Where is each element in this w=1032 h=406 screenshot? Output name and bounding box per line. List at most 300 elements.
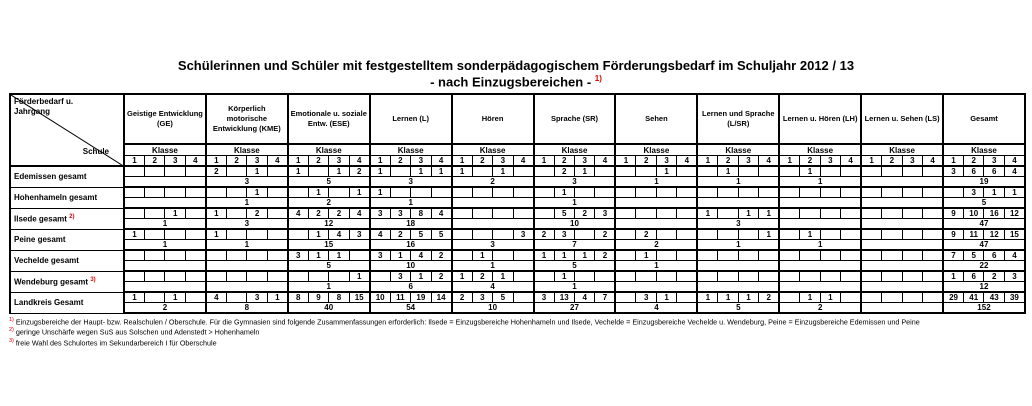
value-cell — [329, 271, 349, 282]
value-cell: 2 — [349, 166, 370, 177]
value-cell: 1 — [554, 187, 574, 198]
value-cell — [390, 166, 410, 177]
total-cell — [861, 282, 943, 293]
value-cell — [677, 229, 697, 240]
class-number: 1 — [697, 156, 717, 167]
value-cell: 3 — [472, 292, 492, 303]
value-cell: 4 — [1004, 250, 1024, 261]
total-cell: 47 — [943, 219, 1025, 230]
value-cell: 1 — [411, 166, 431, 177]
total-cell — [861, 261, 943, 272]
value-cell — [206, 250, 226, 261]
value-cell — [226, 166, 246, 177]
value-cell — [923, 208, 943, 219]
corner-label-bottom: Schule — [82, 147, 109, 156]
value-cell: 3 — [636, 292, 656, 303]
footnote — [9, 326, 1024, 336]
school-name — [10, 187, 124, 208]
total-cell: 1 — [697, 240, 779, 251]
value-cell — [185, 166, 205, 177]
total-cell: 15 — [288, 240, 370, 251]
group-header: Lernen und Sprache (L/SR) — [697, 94, 779, 144]
total-cell — [861, 219, 943, 230]
group-header: Sehen — [615, 94, 697, 144]
value-cell — [820, 166, 840, 177]
klasse-label: Klasse — [943, 144, 1025, 156]
value-cell: 10 — [370, 292, 390, 303]
footnote — [9, 337, 1024, 347]
value-cell — [452, 187, 472, 198]
value-cell — [493, 229, 513, 240]
value-cell: 1 — [308, 187, 328, 198]
value-cell — [349, 250, 370, 261]
value-cell — [759, 271, 779, 282]
value-cell — [165, 250, 185, 261]
value-cell: 1 — [984, 187, 1004, 198]
total-cell — [697, 198, 779, 209]
value-cell — [267, 187, 287, 198]
class-number: 3 — [411, 156, 431, 167]
class-number: 2 — [636, 156, 656, 167]
value-cell — [574, 229, 594, 240]
value-cell — [247, 250, 267, 261]
klasse-label: Klasse — [697, 144, 779, 156]
value-cell: 3 — [943, 166, 963, 177]
value-cell — [697, 250, 717, 261]
value-cell — [800, 208, 820, 219]
footnote-marker: 3) — [9, 337, 14, 344]
value-cell — [882, 292, 902, 303]
school-name — [10, 271, 124, 292]
corner-label-top: Förderbedarf u. Jahrgang — [14, 97, 74, 116]
value-cell: 1 — [308, 229, 328, 240]
value-cell — [513, 271, 534, 282]
school-name — [10, 166, 124, 187]
value-cell — [534, 271, 554, 282]
value-cell — [124, 166, 144, 177]
total-cell: 5 — [288, 261, 370, 272]
value-cell — [861, 187, 881, 198]
value-cell — [308, 271, 328, 282]
value-cell — [226, 208, 246, 219]
total-cell — [124, 198, 206, 209]
value-cell: 4 — [329, 229, 349, 240]
value-cell — [902, 187, 922, 198]
total-cell: 16 — [370, 240, 452, 251]
value-cell — [288, 187, 308, 198]
value-cell — [267, 250, 287, 261]
group-header: Lernen (L) — [370, 94, 452, 144]
value-cell — [534, 208, 554, 219]
value-cell — [185, 187, 205, 198]
value-cell: 1 — [574, 166, 594, 177]
value-cell: 2 — [431, 250, 452, 261]
value-cell — [370, 271, 390, 282]
class-number: 3 — [165, 156, 185, 167]
value-cell — [697, 271, 717, 282]
value-cell — [574, 187, 594, 198]
total-cell — [124, 282, 206, 293]
value-cell: 1 — [636, 250, 656, 261]
value-cell: 1 — [800, 166, 820, 177]
group-header: Gesamt — [943, 94, 1025, 144]
total-cell: 2 — [288, 198, 370, 209]
value-cell: 2 — [390, 229, 410, 240]
value-cell — [513, 208, 534, 219]
class-number: 1 — [615, 156, 635, 167]
value-cell — [513, 292, 534, 303]
value-cell: 1 — [452, 271, 472, 282]
value-cell — [267, 166, 287, 177]
value-cell: 1 — [718, 166, 738, 177]
value-cell — [779, 187, 799, 198]
value-cell — [718, 187, 738, 198]
class-number: 1 — [370, 156, 390, 167]
value-cell: 16 — [984, 208, 1004, 219]
total-cell: 1 — [288, 282, 370, 293]
total-cell: 5 — [534, 261, 616, 272]
value-cell — [124, 250, 144, 261]
school-name — [10, 292, 124, 313]
value-cell — [820, 250, 840, 261]
value-cell: 10 — [964, 208, 984, 219]
value-cell — [738, 271, 758, 282]
value-cell: 1 — [534, 250, 554, 261]
value-cell — [288, 229, 308, 240]
klasse-label: Klasse — [861, 144, 943, 156]
value-cell: 3 — [390, 271, 410, 282]
total-cell: 54 — [370, 303, 452, 314]
page-subtitle: - nach Einzugsbereichen - $^{1)}$ — [430, 74, 602, 90]
total-cell: 1 — [124, 240, 206, 251]
class-number: 4 — [923, 156, 943, 167]
value-cell — [472, 166, 492, 177]
total-cell: 40 — [288, 303, 370, 314]
total-cell: 3 — [206, 177, 288, 188]
value-cell — [656, 271, 676, 282]
value-cell: 11 — [964, 229, 984, 240]
total-cell: 18 — [370, 219, 452, 230]
value-cell — [779, 250, 799, 261]
value-cell — [206, 271, 226, 282]
class-number: 4 — [431, 156, 452, 167]
value-cell — [861, 250, 881, 261]
value-cell — [452, 208, 472, 219]
value-cell: 1 — [656, 292, 676, 303]
value-cell: 9 — [943, 229, 963, 240]
value-cell — [595, 166, 616, 177]
value-cell — [841, 208, 862, 219]
group-header: Lernen u. Sehen (LS) — [861, 94, 943, 144]
value-cell: 1 — [206, 208, 226, 219]
value-cell — [882, 229, 902, 240]
value-cell — [882, 208, 902, 219]
value-cell — [615, 271, 635, 282]
total-cell — [124, 177, 206, 188]
value-cell — [677, 271, 697, 282]
value-cell — [882, 271, 902, 282]
value-cell — [697, 166, 717, 177]
total-cell — [861, 177, 943, 188]
value-cell — [779, 271, 799, 282]
value-cell — [820, 208, 840, 219]
value-cell: 3 — [513, 229, 534, 240]
value-cell — [390, 187, 410, 198]
value-cell — [636, 166, 656, 177]
value-cell — [124, 208, 144, 219]
value-cell: 1 — [411, 271, 431, 282]
value-cell: 5 — [493, 292, 513, 303]
value-cell — [902, 166, 922, 177]
total-cell — [861, 240, 943, 251]
value-cell — [144, 250, 164, 261]
value-cell — [943, 187, 963, 198]
value-cell — [144, 229, 164, 240]
value-cell — [226, 292, 246, 303]
value-cell — [718, 229, 738, 240]
value-cell — [738, 229, 758, 240]
total-cell — [861, 198, 943, 209]
footnote-text: freie Wahl des Schulortes im Sekundarbereich I für Oberschule — [15, 338, 217, 348]
total-cell: 1 — [615, 177, 697, 188]
value-cell — [513, 187, 534, 198]
class-number: 3 — [656, 156, 676, 167]
school-name-text: Wendeburg gesamt — [14, 277, 89, 287]
total-cell: 3 — [534, 177, 616, 188]
value-cell: 2 — [308, 208, 328, 219]
total-cell: 1 — [124, 219, 206, 230]
class-number: 1 — [943, 156, 963, 167]
value-cell: 1 — [390, 250, 410, 261]
value-cell: 6 — [984, 166, 1004, 177]
value-cell — [144, 271, 164, 282]
total-cell: 3 — [206, 219, 288, 230]
total-cell: 8 — [206, 303, 288, 314]
value-cell: 5 — [411, 229, 431, 240]
value-cell — [534, 166, 554, 177]
value-cell — [513, 166, 534, 177]
klasse-label: Klasse — [288, 144, 370, 156]
class-number: 2 — [308, 156, 328, 167]
value-cell — [779, 208, 799, 219]
value-cell: 6 — [984, 250, 1004, 261]
value-cell: 3 — [390, 208, 410, 219]
value-cell — [861, 166, 881, 177]
class-number: 4 — [1004, 156, 1024, 167]
value-cell: 12 — [1004, 208, 1024, 219]
value-cell — [185, 250, 205, 261]
total-cell: 22 — [943, 261, 1025, 272]
footnotes — [9, 316, 1024, 347]
value-cell: 1 — [697, 208, 717, 219]
value-cell — [882, 166, 902, 177]
value-cell — [574, 271, 594, 282]
value-cell: 1 — [206, 229, 226, 240]
value-cell — [902, 271, 922, 282]
value-cell — [841, 250, 862, 261]
value-cell: 5 — [964, 250, 984, 261]
data-table — [9, 93, 1026, 314]
group-header: Emotionale u. soziale Entw. (ESE) — [288, 94, 370, 144]
value-cell — [615, 208, 635, 219]
class-number: 2 — [554, 156, 574, 167]
value-cell — [247, 229, 267, 240]
klasse-label: Klasse — [370, 144, 452, 156]
footnote-marker: 2) — [9, 327, 14, 334]
value-cell: 8 — [411, 208, 431, 219]
value-cell: 4 — [370, 229, 390, 240]
total-cell: 1 — [534, 198, 616, 209]
value-cell: 1 — [431, 166, 452, 177]
total-cell: 5 — [697, 303, 779, 314]
value-cell: 7 — [943, 250, 963, 261]
value-cell: 1 — [329, 250, 349, 261]
value-cell — [165, 166, 185, 177]
value-cell — [615, 229, 635, 240]
value-cell — [759, 166, 779, 177]
value-cell: 3 — [554, 229, 574, 240]
total-cell — [697, 261, 779, 272]
value-cell — [124, 271, 144, 282]
class-number: 2 — [390, 156, 410, 167]
value-cell — [206, 187, 226, 198]
class-number: 3 — [902, 156, 922, 167]
value-cell — [226, 271, 246, 282]
total-cell: 27 — [534, 303, 616, 314]
total-cell: 1 — [534, 282, 616, 293]
value-cell: 1 — [738, 208, 758, 219]
value-cell: 1 — [329, 166, 349, 177]
total-cell — [452, 198, 534, 209]
value-cell — [656, 208, 676, 219]
class-number: 2 — [226, 156, 246, 167]
value-cell — [124, 187, 144, 198]
class-number: 2 — [964, 156, 984, 167]
value-cell: 9 — [308, 292, 328, 303]
klasse-label: Klasse — [615, 144, 697, 156]
value-cell: 39 — [1004, 292, 1024, 303]
total-cell — [697, 282, 779, 293]
total-cell — [206, 261, 288, 272]
value-cell — [226, 187, 246, 198]
value-cell: 1 — [943, 271, 963, 282]
value-cell — [595, 187, 616, 198]
value-cell — [861, 271, 881, 282]
value-cell: 41 — [964, 292, 984, 303]
value-cell: 1 — [738, 292, 758, 303]
total-cell: 2 — [452, 177, 534, 188]
value-cell — [636, 208, 656, 219]
value-cell: 3 — [370, 208, 390, 219]
total-cell: 3 — [452, 240, 534, 251]
class-number: 3 — [738, 156, 758, 167]
total-cell: 1 — [370, 198, 452, 209]
value-cell: 3 — [595, 208, 616, 219]
school-name-text: Vechelde gesamt — [14, 256, 79, 265]
value-cell: 4 — [411, 250, 431, 261]
value-cell: 6 — [964, 271, 984, 282]
value-cell: 5 — [554, 208, 574, 219]
total-cell: 6 — [370, 282, 452, 293]
class-number: 1 — [779, 156, 799, 167]
value-cell — [493, 250, 513, 261]
value-cell — [595, 271, 616, 282]
value-cell — [513, 250, 534, 261]
class-number: 2 — [472, 156, 492, 167]
value-cell: 8 — [288, 292, 308, 303]
value-cell — [534, 187, 554, 198]
value-cell — [902, 292, 922, 303]
class-number: 4 — [349, 156, 370, 167]
value-cell: 3 — [370, 250, 390, 261]
value-cell: 1 — [554, 250, 574, 261]
value-cell: 8 — [329, 292, 349, 303]
value-cell: 1 — [718, 292, 738, 303]
value-cell — [493, 208, 513, 219]
class-number: 1 — [206, 156, 226, 167]
value-cell: 1 — [165, 208, 185, 219]
value-cell: 1 — [349, 271, 370, 282]
value-cell — [247, 271, 267, 282]
value-cell: 11 — [390, 292, 410, 303]
value-cell — [902, 208, 922, 219]
school-name — [10, 208, 124, 229]
value-cell — [226, 250, 246, 261]
value-cell — [185, 229, 205, 240]
value-cell — [431, 187, 452, 198]
value-cell — [738, 187, 758, 198]
value-cell — [615, 166, 635, 177]
total-cell — [779, 261, 861, 272]
value-cell — [472, 187, 492, 198]
value-cell: 3 — [534, 292, 554, 303]
group-header: Hören — [452, 94, 534, 144]
class-number: 1 — [288, 156, 308, 167]
value-cell: 1 — [267, 292, 287, 303]
value-cell — [779, 166, 799, 177]
value-cell: 43 — [984, 292, 1004, 303]
value-cell — [841, 229, 862, 240]
class-number: 2 — [144, 156, 164, 167]
class-number: 3 — [493, 156, 513, 167]
value-cell: 6 — [964, 166, 984, 177]
value-cell — [452, 229, 472, 240]
value-cell: 2 — [472, 271, 492, 282]
value-cell: 29 — [943, 292, 963, 303]
value-cell — [861, 229, 881, 240]
value-cell — [636, 187, 656, 198]
class-number: 2 — [718, 156, 738, 167]
total-cell: 5 — [288, 177, 370, 188]
value-cell: 1 — [820, 292, 840, 303]
value-cell: 2 — [595, 250, 616, 261]
value-cell: 2 — [247, 208, 267, 219]
value-cell: 3 — [964, 187, 984, 198]
value-cell — [493, 187, 513, 198]
class-number: 3 — [820, 156, 840, 167]
value-cell: 5 — [431, 229, 452, 240]
value-cell: 3 — [247, 292, 267, 303]
page-title: Schülerinnen und Schüler mit festgestelltem sonderpädagogischem Förderungsbedarf im Schuljahr 2012 / 13 — [177, 58, 855, 73]
value-cell — [165, 187, 185, 198]
corner-header — [10, 94, 124, 166]
value-cell: 15 — [349, 292, 370, 303]
total-cell: 1 — [615, 261, 697, 272]
value-cell — [165, 271, 185, 282]
value-cell — [185, 292, 205, 303]
school-name-text: Landkreis Gesamt — [14, 298, 84, 307]
value-cell — [841, 271, 862, 282]
